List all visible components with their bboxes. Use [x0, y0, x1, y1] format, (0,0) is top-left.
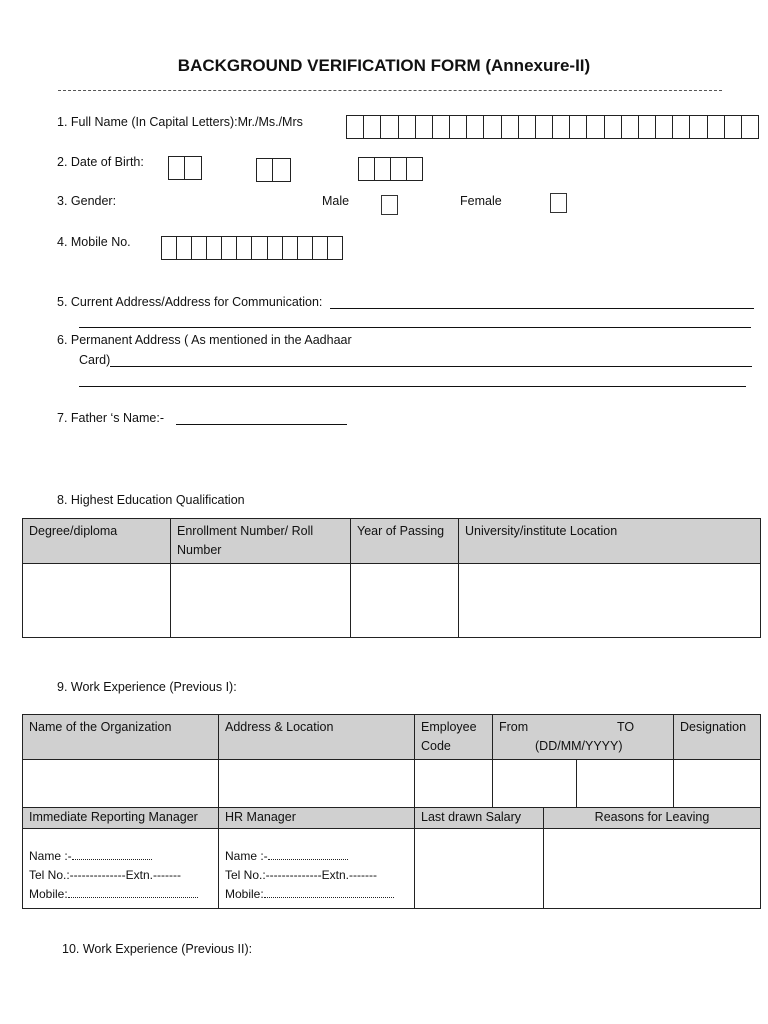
year-cell[interactable]: [351, 564, 459, 638]
gender-label: 3. Gender:: [57, 194, 117, 208]
reporting-manager-header: Immediate Reporting Manager: [23, 808, 219, 829]
rm-name-label: Name :-: [29, 849, 72, 863]
from-date-cell[interactable]: [493, 760, 577, 808]
full-name-char-box[interactable]: [622, 116, 639, 138]
full-name-char-box[interactable]: [742, 116, 758, 138]
full-name-char-box[interactable]: [364, 116, 381, 138]
full-name-char-box[interactable]: [656, 116, 673, 138]
dob-year-box[interactable]: [391, 158, 407, 180]
permanent-address-line-2[interactable]: [79, 386, 746, 387]
work-exp-2-label: 10. Work Experience (Previous II):: [62, 942, 253, 956]
work-sub-header-row: [23, 808, 761, 829]
mobile-digit-box[interactable]: [283, 237, 298, 259]
to-date-cell[interactable]: [577, 760, 674, 808]
reasons-cell[interactable]: [544, 829, 761, 909]
full-name-char-box[interactable]: [433, 116, 450, 138]
education-header-row: [23, 519, 761, 564]
mobile-digit-box[interactable]: [192, 237, 207, 259]
full-name-char-box[interactable]: [484, 116, 501, 138]
dob-month-box[interactable]: [273, 159, 290, 181]
work-contact-row: [23, 829, 761, 909]
enrollment-cell[interactable]: [171, 564, 351, 638]
mobile-digit-box[interactable]: [177, 237, 192, 259]
designation-header: Designation: [674, 715, 761, 760]
dob-day-box[interactable]: [185, 157, 201, 179]
rm-tel-field[interactable]: Tel No.:--------------Extn.-------: [29, 868, 181, 882]
full-name-char-box[interactable]: [467, 116, 484, 138]
salary-cell[interactable]: [415, 829, 544, 909]
mobile-digit-box[interactable]: [252, 237, 267, 259]
rm-mobile-label: Mobile:: [29, 887, 68, 901]
hr-manager-header: HR Manager: [219, 808, 415, 829]
full-name-char-box[interactable]: [450, 116, 467, 138]
mobile-digit-box[interactable]: [268, 237, 283, 259]
to-header: TO: [617, 720, 635, 734]
hr-manager-contact: [219, 829, 415, 909]
full-name-char-box[interactable]: [536, 116, 553, 138]
dob-month-boxes[interactable]: [256, 158, 291, 182]
rm-mobile-field[interactable]: [68, 885, 198, 898]
male-checkbox[interactable]: [381, 195, 398, 215]
dob-day-box[interactable]: [169, 157, 185, 179]
current-address-label: 5. Current Address/Address for Communication:: [57, 295, 323, 309]
address-header: Address & Location: [219, 715, 415, 760]
full-name-char-box[interactable]: [347, 116, 364, 138]
work-header-row: [23, 715, 761, 760]
full-name-char-box[interactable]: [690, 116, 707, 138]
address-cell[interactable]: [219, 760, 415, 808]
mobile-label: 4. Mobile No.: [57, 235, 131, 249]
mobile-digit-box[interactable]: [222, 237, 237, 259]
org-header: Name of the Organization: [23, 715, 219, 760]
full-name-char-box[interactable]: [605, 116, 622, 138]
degree-header: Degree/diploma: [23, 519, 171, 564]
mobile-boxes[interactable]: [161, 236, 343, 260]
full-name-char-box[interactable]: [725, 116, 742, 138]
dob-day-boxes[interactable]: [168, 156, 202, 180]
work-entry-row: [23, 760, 761, 808]
dob-year-boxes[interactable]: [358, 157, 423, 181]
mobile-digit-box[interactable]: [313, 237, 328, 259]
degree-cell[interactable]: [23, 564, 171, 638]
full-name-char-box[interactable]: [570, 116, 587, 138]
university-header: University/institute Location: [459, 519, 761, 564]
title-divider: [58, 90, 722, 91]
full-name-char-box[interactable]: [416, 116, 433, 138]
org-cell[interactable]: [23, 760, 219, 808]
full-name-char-box[interactable]: [639, 116, 656, 138]
father-name-line[interactable]: [176, 424, 347, 425]
reasons-header: Reasons for Leaving: [544, 808, 761, 829]
reporting-manager-contact: [23, 829, 219, 909]
female-label: Female: [460, 194, 502, 208]
full-name-char-box[interactable]: [399, 116, 416, 138]
mobile-digit-box[interactable]: [298, 237, 313, 259]
permanent-address-label: 6. Permanent Address ( As mentioned in the Aadhaar: [57, 333, 352, 347]
from-header: From: [499, 720, 529, 734]
hr-tel-field[interactable]: Tel No.:--------------Extn.-------: [225, 868, 377, 882]
hr-mobile-label: Mobile:: [225, 887, 264, 901]
permanent-address-line-1[interactable]: [110, 366, 752, 367]
employee-code-header: Employee Code: [415, 715, 493, 760]
date-format-header: (DD/MM/YYYY): [535, 739, 623, 753]
full-name-char-box[interactable]: [587, 116, 604, 138]
full-name-char-box[interactable]: [519, 116, 536, 138]
from-to-header: [493, 715, 674, 760]
employee-code-cell[interactable]: [415, 760, 493, 808]
year-header: Year of Passing: [351, 519, 459, 564]
current-address-line-1[interactable]: [330, 308, 754, 309]
full-name-char-box[interactable]: [673, 116, 690, 138]
permanent-address-label-cont: Card): [79, 353, 111, 367]
female-checkbox[interactable]: [550, 193, 567, 213]
dob-month-box[interactable]: [257, 159, 273, 181]
full-name-char-box[interactable]: [502, 116, 519, 138]
full-name-boxes[interactable]: [346, 115, 759, 139]
education-label: 8. Highest Education Qualification: [57, 493, 245, 507]
salary-header: Last drawn Salary: [415, 808, 544, 829]
university-cell[interactable]: [459, 564, 761, 638]
mobile-digit-box[interactable]: [207, 237, 222, 259]
designation-cell[interactable]: [674, 760, 761, 808]
hr-name-field[interactable]: [268, 847, 348, 860]
full-name-char-box[interactable]: [381, 116, 398, 138]
mobile-digit-box[interactable]: [162, 237, 177, 259]
father-name-label: 7. Father ‘s Name:-: [57, 411, 164, 425]
mobile-digit-box[interactable]: [237, 237, 252, 259]
hr-mobile-field[interactable]: [264, 885, 394, 898]
enrollment-header: Enrollment Number/ Roll Number: [171, 519, 351, 564]
work-exp-1-table: [22, 714, 761, 909]
full-name-char-box[interactable]: [708, 116, 725, 138]
male-label: Male: [322, 194, 350, 208]
current-address-line-2[interactable]: [79, 327, 751, 328]
dob-year-box[interactable]: [407, 158, 422, 180]
dob-year-box[interactable]: [375, 158, 391, 180]
mobile-digit-box[interactable]: [328, 237, 342, 259]
full-name-label: 1. Full Name (In Capital Letters):Mr./Ms./Mrs: [57, 115, 303, 129]
form-title: BACKGROUND VERIFICATION FORM (Annexure-II): [177, 56, 591, 75]
education-entry-row: [23, 564, 761, 638]
rm-name-field[interactable]: [72, 847, 152, 860]
full-name-char-box[interactable]: [553, 116, 570, 138]
work-exp-1-label: 9. Work Experience (Previous I):: [57, 680, 237, 694]
hr-name-label: Name :-: [225, 849, 268, 863]
education-table: [22, 518, 761, 638]
dob-year-box[interactable]: [359, 158, 375, 180]
dob-label: 2. Date of Birth:: [57, 155, 144, 169]
